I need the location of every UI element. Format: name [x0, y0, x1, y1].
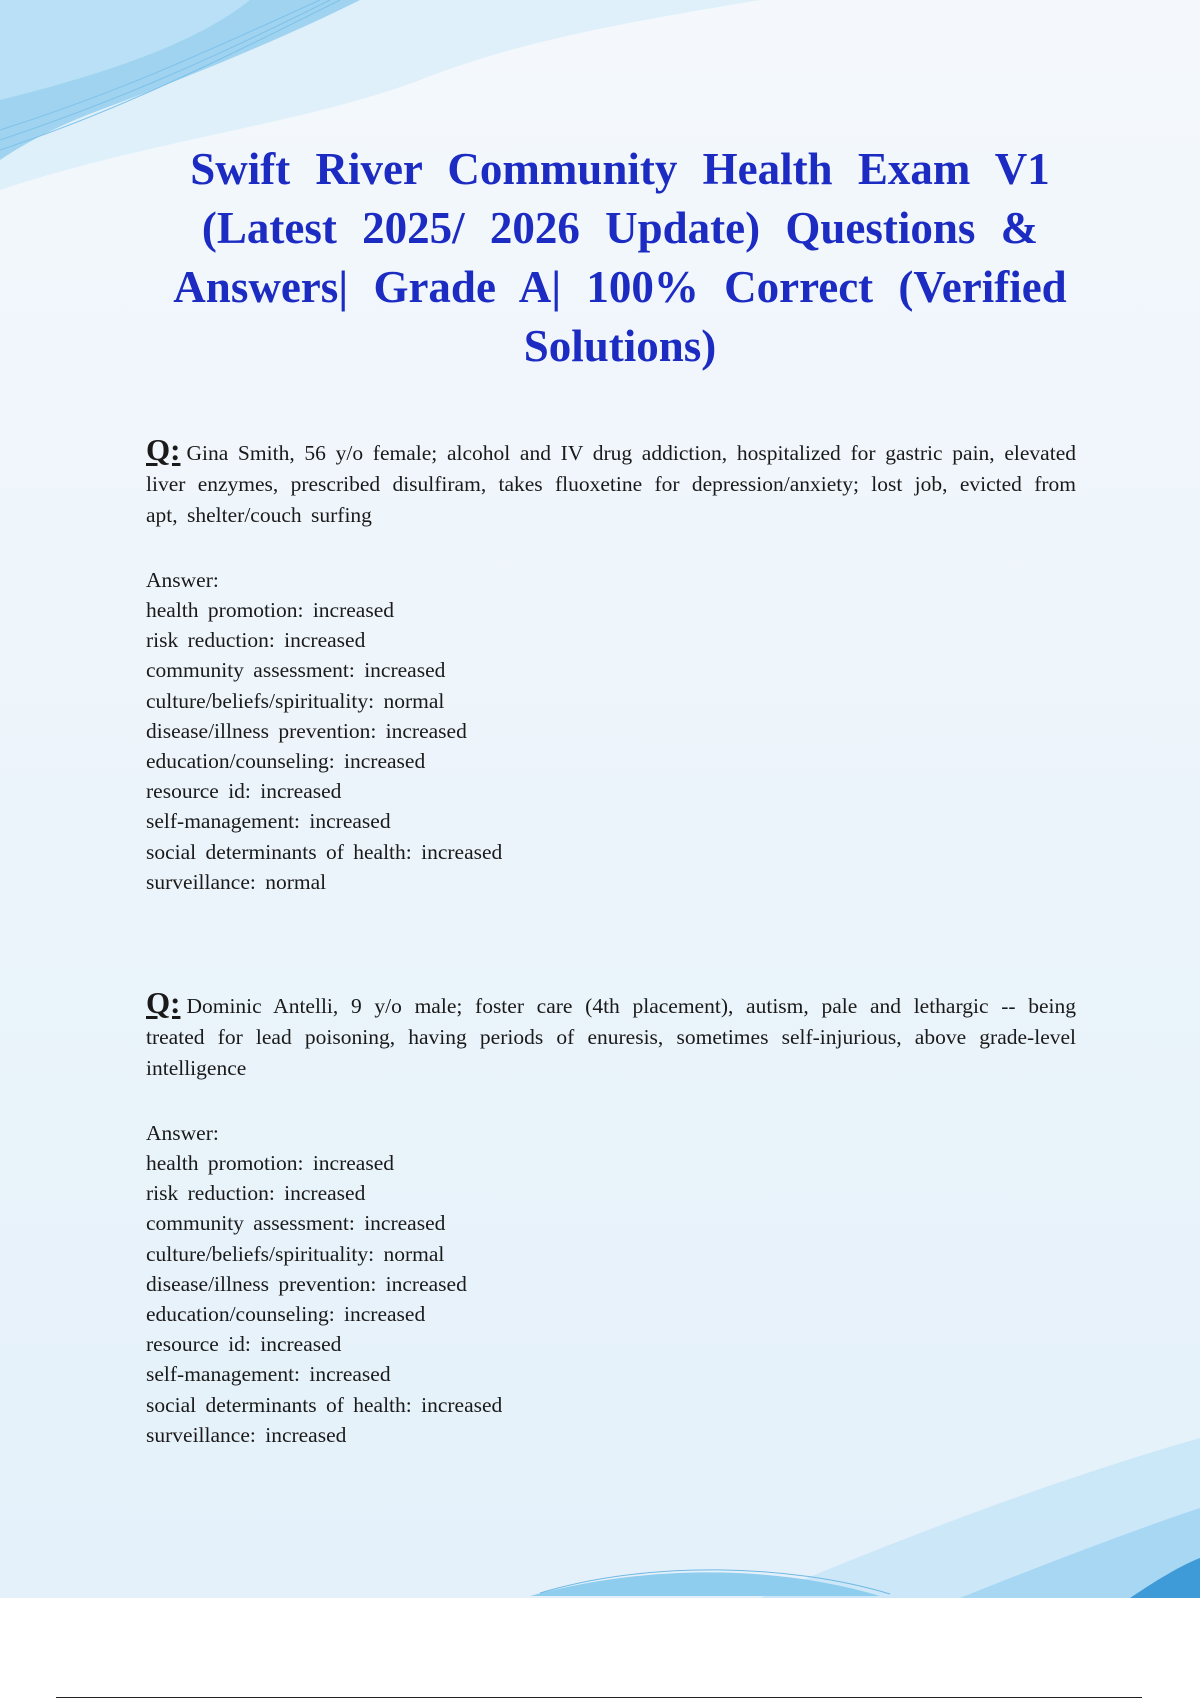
answer-item: risk reduction: increased	[146, 1181, 366, 1206]
footer-divider	[56, 1697, 1142, 1698]
answer-item: community assessment: increased	[146, 1211, 446, 1236]
answer-item: resource id: increased	[146, 779, 342, 804]
answer-label: Answer:	[146, 1121, 219, 1145]
answer-item: disease/illness prevention: increased	[146, 1271, 467, 1296]
answer-item: community assessment: increased	[146, 658, 446, 683]
question-text: Dominic Antelli, 9 y/o male; foster care (4th placement), autism, pale and lethargic -- being treated for lead poisoning, having periods of enuresis, sometimes self-injurious, above grade-level intelligence	[146, 994, 1076, 1080]
answer-item: health promotion: increased	[146, 598, 395, 622]
answer-item: resource id: increased	[146, 1332, 342, 1357]
question-label: Q:	[146, 432, 181, 467]
document-title: Swift River Community Health Exam V1 (Latest 2025/ 2026 Update) Questions & Answers| Grade A| 100% Correct (Verified Solutions)	[173, 144, 1067, 371]
answer-item: disease/illness prevention: increased	[146, 718, 467, 743]
answer-item: education/counseling: increased	[146, 749, 426, 774]
question-block-1	[146, 434, 1076, 897]
answer-list	[146, 595, 1076, 897]
answer-item: culture/beliefs/spirituality: normal	[146, 1241, 445, 1266]
answer-item: surveillance: increased	[146, 1422, 347, 1447]
answer-item: risk reduction: increased	[146, 628, 366, 653]
answer-item: social determinants of health: increased	[146, 1392, 503, 1417]
answer-list	[146, 1148, 1076, 1450]
answer-label: Answer:	[146, 568, 219, 592]
answer-item: education/counseling: increased	[146, 1302, 426, 1327]
answer-item: culture/beliefs/spirituality: normal	[146, 688, 445, 713]
question-block-2	[146, 987, 1076, 1450]
question-text-block	[146, 434, 1076, 531]
answer-item: surveillance: normal	[146, 869, 327, 894]
question-label: Q:	[146, 985, 181, 1020]
question-text: Gina Smith, 56 y/o female; alcohol and IV drug addiction, hospitalized for gastric pain, elevated liver enzymes, prescribed disulfiram, takes fluoxetine for depression/anxiety; lost job, evicted from apt, shelter/couch surfing	[146, 441, 1076, 527]
answer-item: self-management: increased	[146, 1362, 391, 1387]
answer-item: social determinants of health: increased	[146, 839, 503, 864]
answer-item: health promotion: increased	[146, 1151, 395, 1175]
question-text-block	[146, 987, 1076, 1084]
answer-item: self-management: increased	[146, 809, 391, 834]
